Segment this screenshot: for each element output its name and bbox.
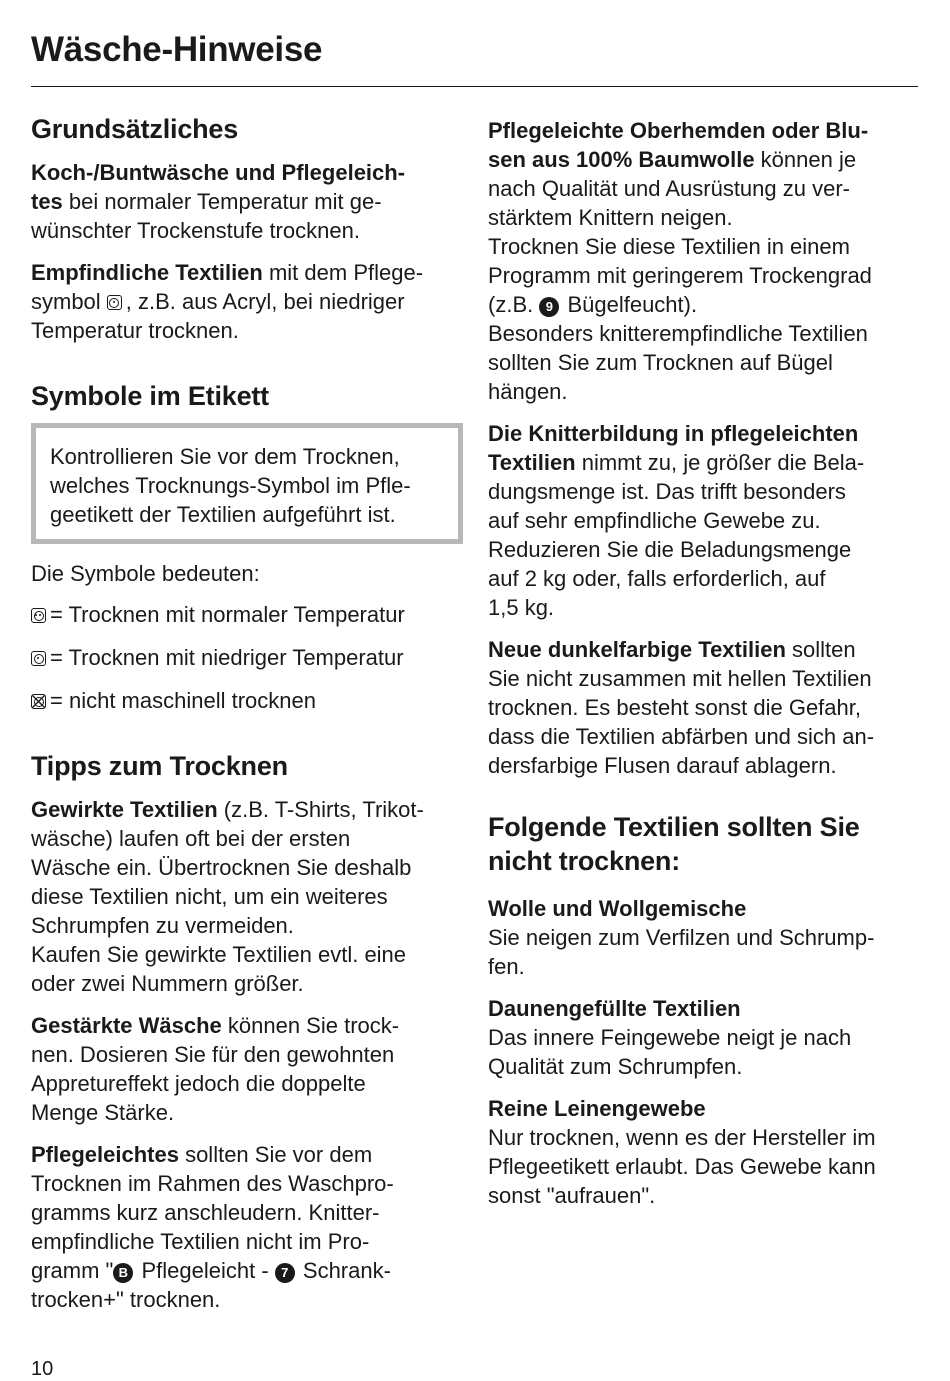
- bold-lead: Gewirkte Textilien: [31, 797, 218, 822]
- dry-low-temperature-icon: [31, 651, 46, 666]
- item-title: [488, 1094, 918, 1123]
- paragraph-oberhemden: [488, 116, 918, 406]
- heading-grundsaetzliches: Grundsätzliches: [31, 114, 239, 144]
- bold-lead: Neue dunkelfarbige Textilien: [488, 637, 786, 662]
- program-badge-7: 7: [275, 1263, 295, 1283]
- heading-nicht-trocknen: Folgende Textilien sollten Sie nicht trocknen:: [488, 812, 860, 876]
- paragraph-text: mit dem Pflege- symbol: [31, 260, 424, 314]
- info-box-text: Kontrollieren Sie vor dem Trocknen, welches Trocknungs-Symbol im Pfle- geetikett der Textilien aufgeführt ist.: [50, 444, 411, 527]
- right-column: [488, 116, 918, 1210]
- heading-symbole: Symbole im Etikett: [31, 381, 269, 411]
- heading-tipps: Tipps zum Trocknen: [31, 751, 288, 781]
- legend-text: = nicht maschinell trocknen: [50, 688, 316, 713]
- paragraph-knitterbildung: [488, 419, 918, 622]
- legend-item: [31, 687, 463, 715]
- bold-lead: Pflegeleichtes: [31, 1142, 179, 1167]
- paragraph-dunkelfarbige-textilien: [488, 635, 918, 780]
- do-not-dry-item: [488, 994, 918, 1081]
- do-not-dry-item: [488, 1094, 918, 1210]
- symbol-legend: [31, 601, 463, 715]
- paragraph-text: Bügelfeucht). Besonders knitterempfindliche Textilien sollten Sie zum Trocknen auf Bügel hängen.: [488, 292, 868, 404]
- paragraph-text: können je nach Qualität und Ausrüstung zu ver- stärktem Knittern neigen. Trocknen Sie diese Textilien in einem Programm mit geringerem Trockengrad (z.B.: [488, 147, 872, 317]
- item-text: Sie neigen zum Verfilzen und Schrump- fen.: [488, 925, 875, 979]
- legend-item: [31, 601, 463, 629]
- info-box: [31, 423, 463, 544]
- paragraph-pflegeleichtes: [31, 1140, 463, 1314]
- item-title-text: Daunengefüllte Textilien: [488, 996, 741, 1021]
- item-title: [488, 994, 918, 1023]
- item-text: Das innere Feingewebe neigt je nach Qualität zum Schrumpfen.: [488, 1025, 852, 1079]
- dry-low-temperature-icon: [107, 295, 122, 310]
- dry-normal-temperature-icon: [31, 608, 46, 623]
- page-title: Wäsche-Hinweise: [31, 30, 323, 69]
- paragraph-text: nimmt zu, je größer die Bela- dungsmenge ist. Das trifft besonders auf sehr empfindliche Gewebe zu. Reduzieren Sie die Beladungsmenge auf 2 kg oder, falls erforderlich, auf 1,5 kg.: [488, 450, 865, 620]
- paragraph-koch-buntwaesche: [31, 158, 463, 245]
- item-text: Nur trocknen, wenn es der Hersteller im Pflegeetikett erlaubt. Das Gewebe kann sonst "aufrauen".: [488, 1125, 876, 1208]
- bold-lead: Die Knitterbildung in pflegeleichten Textilien: [488, 421, 859, 475]
- paragraph-text: sollten Sie vor dem Trocknen im Rahmen des Waschpro- gramms kurz anschleudern. Knitter- empfindliche Textilien nicht im Pro- gramm ": [31, 1142, 394, 1283]
- legend-text: = Trocknen mit normaler Temperatur: [50, 602, 405, 627]
- paragraph-gestaerkte-waesche: [31, 1011, 463, 1127]
- bold-lead: Gestärkte Wäsche: [31, 1013, 222, 1038]
- paragraph-empfindliche-textilien: [31, 258, 463, 345]
- paragraph-text: sollten Sie nicht zusammen mit hellen Textilien trocknen. Es besteht sonst die Gefahr, dass die Textilien abfärben und sich an- dersfarbige Flusen darauf ablagern.: [488, 637, 875, 778]
- page-number: 10: [31, 1358, 54, 1380]
- paragraph-text: (z.B. T-Shirts, Trikot- wäsche) laufen oft bei der ersten Wäsche ein. Übertrocknen Sie deshalb diese Textilien nicht, um ein weiteres Schrumpfen zu vermeiden. Kaufen Sie gewirkte Textilien evtl. eine oder zwei Nummern größer.: [31, 797, 424, 996]
- do-not-tumble-dry-icon: [31, 694, 46, 709]
- paragraph-text: Pflegeleicht -: [135, 1258, 275, 1283]
- legend-text: = Trocknen mit niedriger Temperatur: [50, 645, 404, 670]
- bold-lead: Empfindliche Textilien: [31, 260, 263, 285]
- do-not-dry-item: [488, 894, 918, 981]
- paragraph-text: bei normaler Temperatur mit ge- wünschter Trockenstufe trocknen.: [31, 189, 382, 243]
- paragraph-gewirkte-textilien: [31, 795, 463, 998]
- paragraph-text: , z.B. aus Acryl, bei niedriger Temperatur trocknen.: [31, 289, 405, 343]
- title-divider: [31, 86, 918, 87]
- program-badge-b: B: [113, 1263, 133, 1283]
- item-title-text: Wolle und Wollgemische: [488, 896, 747, 921]
- legend-item: [31, 644, 463, 672]
- paragraph-text: können Sie trock- nen. Dosieren Sie für den gewohnten Appretureffekt jedoch die doppelte Menge Stärke.: [31, 1013, 400, 1125]
- paragraph-text: Schrank- trocken+" trocknen.: [31, 1258, 391, 1312]
- item-title-text: Reine Leinengewebe: [488, 1096, 706, 1121]
- left-column: [31, 112, 463, 1314]
- bold-lead: Koch-/Buntwäsche und Pflegeleich- tes: [31, 160, 406, 214]
- bold-lead: Pflegeleichte Oberhemden oder Blu- sen aus 100% Baumwolle: [488, 118, 869, 172]
- symbols-intro: Die Symbole bedeuten:: [31, 561, 260, 586]
- item-title: [488, 894, 918, 923]
- program-badge-9: 9: [539, 297, 559, 317]
